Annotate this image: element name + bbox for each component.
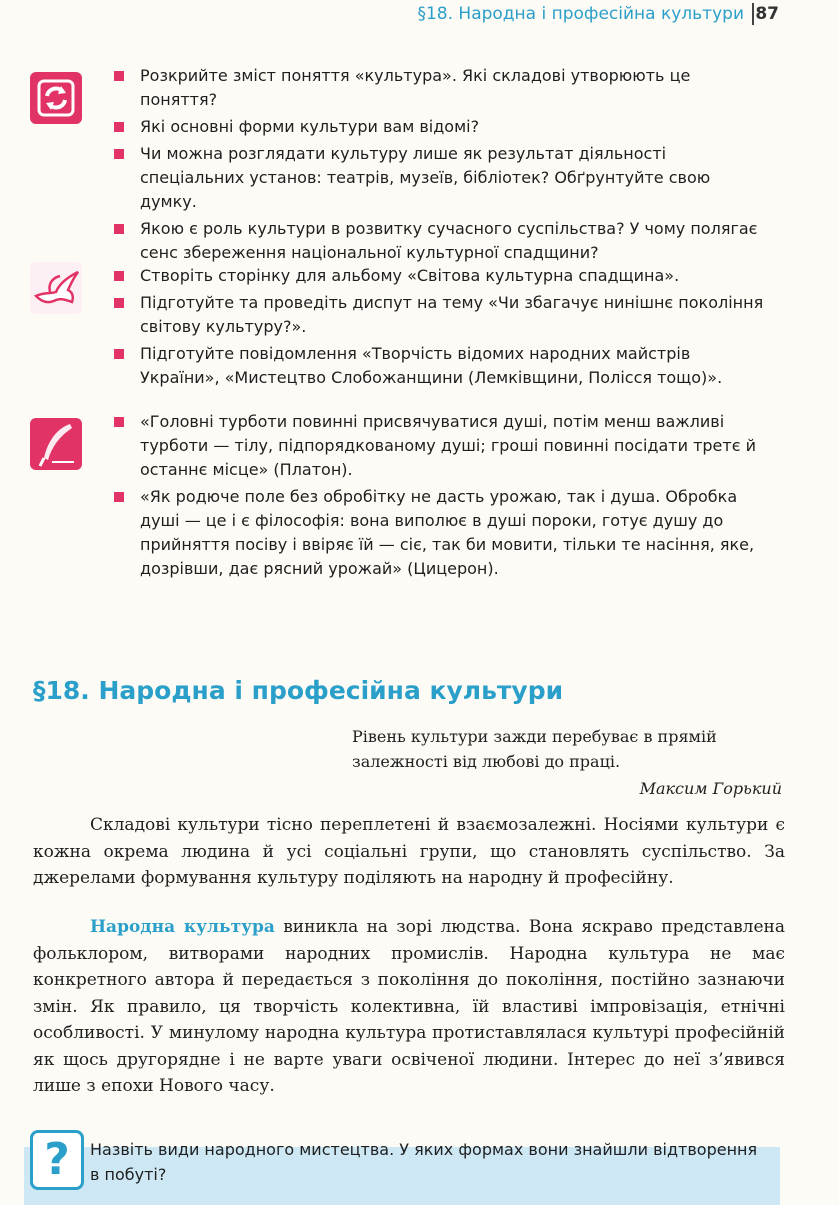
repeat-arrows-icon [30, 72, 82, 124]
creative-tasks-list [112, 264, 772, 393]
quotes-list [112, 410, 772, 584]
question-mark-icon: ? [30, 1130, 84, 1190]
page-number: 87 [755, 4, 779, 24]
list-item: Підготуйте повідомлення «Творчість відомих народних майстрів України», «Мистецтво Слобожанщини (Лемківщини, Полісся тощо)». [112, 342, 772, 390]
header-divider [752, 3, 754, 25]
review-questions-list [112, 64, 772, 268]
list-item: «Головні турботи повинні присвячуватися душі, потім менш важливі турботи — тілу, підпорядкованому душі; гроші повинні посідати третє й останнє місце» (Платон). [112, 410, 772, 482]
question-text: Назвіть види народного мистецтва. У яких формах вони знайшли відтворення в побуті? [90, 1140, 758, 1184]
highlighted-term: Народна культура [90, 917, 275, 937]
list-item: Які основні форми культури вам відомі? [112, 115, 772, 139]
list-item: «Як родюче поле без обробітку не дасть урожаю, так і душа. Обробка душі — це і є філософія: вона виполює в душі пороки, готує душу до прийняття посіву і ввіряє їй — сіє, так би мовити, тільки те насіння, яке, дозрівши, дає рясний урожай» (Цицерон). [112, 485, 772, 581]
list-item: Якою є роль культури в розвитку сучасного суспільства? У чому полягає сенс збереження національної культурної спадщини? [112, 217, 772, 265]
quill-icon [30, 418, 82, 470]
pegasus-icon [30, 262, 82, 314]
running-title: §18. Народна і професійна культури [417, 4, 744, 24]
epigraph-author: Максим Горький [639, 779, 782, 798]
paragraph-text: виникла на зорі людства. Вона яскраво представлена фольклором, витворами народних промислів. Народна культура не має конкретного автора й передається з покоління до покоління, постійно зазнаючи змін. Як правило, ця творчість колективна, їй властиві імпровізація, етнічні особливості. У минулому народна культура протиставлялася культурі професійній як щось другорядне і не варте уваги освіченої людини. Інтерес до неї з’явився лише з епохи Нового часу. [33, 917, 786, 1096]
list-item: Розкрийте зміст поняття «культура». Які складові утворюють це поняття? [112, 64, 772, 112]
page-header [0, 0, 839, 30]
list-item: Чи можна розглядати культуру лише як результат діяльності спеціальних установ: театрів, музеїв, бібліотек? Обґрунтуйте свою думку. [112, 142, 772, 214]
section-title: §18. Народна і професійна культури [33, 676, 564, 705]
paragraph: Складові культури тісно переплетені й взаємозалежні. Носіями культури є кожна окрема людина й усі соціальні групи, що становлять суспільство. За джерелами формування культуру поділяють на народну й професійну. [33, 815, 785, 888]
paragraph [33, 914, 785, 1100]
list-item: Підготуйте та проведіть диспут на тему «Чи збагачує нинішнє покоління світову культуру?». [112, 291, 772, 339]
epigraph: Рівень культури зажди перебуває в прямій залежності від любові до праці. [352, 727, 717, 771]
list-item: Створіть сторінку для альбому «Світова культурна спадщина». [112, 264, 772, 288]
